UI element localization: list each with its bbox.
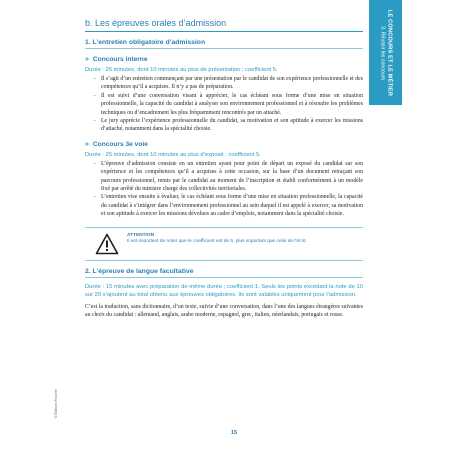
list-item: – Le jury apprécie l’expérience professionnelle du candidat, sa motivation et son aptitude à exercer les missions d’attaché, notamment dans la spécialité choisie. [85,117,363,134]
concours-interne-label: Concours interne [92,56,148,63]
list-item: – Il s’agit d’un entretien commençant par une présentation par le candidat de son expérience professionnelle et des compétences qu’il a acquises. Il n’y a pas de préparation. [85,75,363,92]
subsection-langue-title: 2. L’épreuve de langue facultative [85,268,363,278]
page-number: 15 [230,430,238,436]
concours-interne-heading [85,56,363,63]
list-item: – L’épreuve d’admission consiste en un entretien ayant pour point de départ un exposé du candidat sur son expérience et les compétences qu’il a acquises à cette occasion, sur la base d’un document retraçant son parcours professionnel, remis par le candidat au moment de l’inscription et établi conformément à un modèle fixé par arrêté du ministre chargé des collectivités territoriales. [85,160,363,194]
list-item: – L’entretien vise ensuite à évaluer, le cas échéant sous forme d’une mise en situation professionnelle, la capacité du candidat à s’intégrer dans l’environnement professionnel au sein duquel il est appelé à exercer, sa motivation et son aptitude à exercer les missions dévolues au cadre d’emplois, notamment dans la spécialité choisie. [85,193,363,218]
concours-3e-voie-label: Concours 3e voie [92,140,148,148]
langue-paragraph: C’est la traduction, sans dictionnaire, d’un texte, suivie d’une conversation, dans l’une des langues étrangères suivantes au choix du candidat : allemand, anglais, arabe moderne, espagnol, grec, italien, néerlandais, portugais et russe. [85,304,363,319]
attention-text: Il est important de noter que le coefficient est de 5, plus important que celui de l’écrit. [127,239,307,245]
attention-box [85,227,363,261]
side-tab-subtitle: 3. Réussir les concours [379,25,385,80]
langue-duration: Durée : 15 minutes avec préparation de même durée ; coefficient 1. Seuls les points excédant la note de 10 sur 20 s’ajoutent au total obtenu aux épreuves obligatoires. Ils sont valables uniquement pour l’admission. [85,283,363,298]
subsection-entretien-title: 1. L’entretien obligatoire d’admission [85,39,363,49]
attention-label: ATTENTION [127,232,155,238]
double-chevron-icon: » [85,56,89,63]
concours-3e-voie-heading [85,141,363,148]
concours-interne-duration: Durée : 25 minutes, dont 10 minutes au plus de présentation ; coefficient 5. [85,67,278,73]
copyright-notice: © Éditions Foucher [54,389,58,418]
double-chevron-icon: » [85,140,89,148]
concours-3e-voie-list [85,160,363,219]
warning-triangle-icon [95,233,119,255]
side-tab-text [379,9,392,95]
main-content [85,18,363,320]
attention-text-block [127,233,307,246]
list-item: – Il est suivi d’une conversation visant à apprécier, le cas échéant sous forme d’une mise en situation professionnelle, la capacité du candidat à analyser son environnement professionnel et à résoudre les problèmes techniques ou d’encadrement les plus fréquemment rencontrés par un attaché. [85,92,363,117]
concours-interne-list [85,75,363,134]
side-tab-title: LE CONCOURS ET LE MÉTIER [386,9,392,96]
concours-3e-voie-duration: Durée : 25 minutes, dont 10 minutes au plus d’exposé ; coefficient 5. [85,151,261,158]
side-tab [369,0,402,105]
section-title: b. Les épreuves orales d’admission [85,18,363,32]
